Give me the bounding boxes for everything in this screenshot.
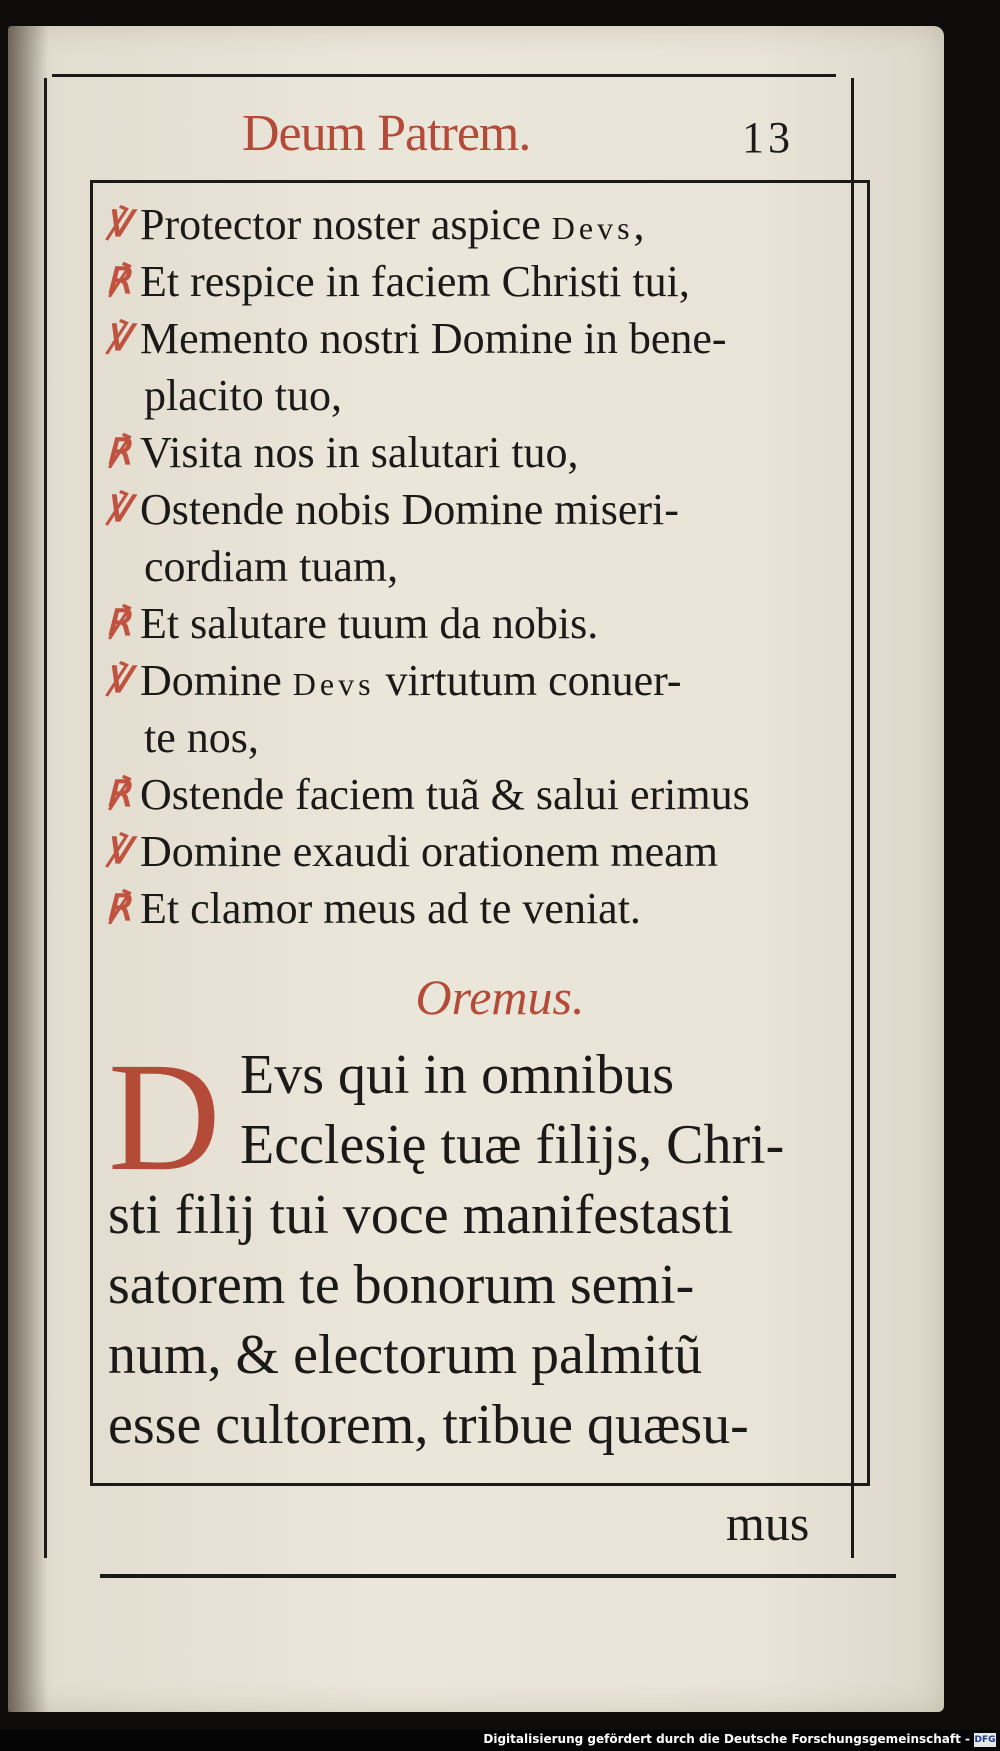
versicle-text: Ostende faciem tuã & salui erimus (140, 770, 750, 819)
versicle-text: Et clamor meus ad te veniat. (140, 884, 641, 933)
versicle-line-2 (98, 253, 858, 310)
versicle-continuation: placito tuo, (144, 371, 342, 420)
catchword: mus (726, 1495, 810, 1551)
running-title: Deum Patrem. (242, 105, 531, 162)
prayer-line-6: esse cultorem, tribue quæsu- (108, 1394, 749, 1456)
versicle-line-4 (98, 367, 858, 424)
versicle-line-5 (98, 424, 858, 481)
response-mark: ℟ (105, 888, 131, 928)
versicle-mark: ℣ (105, 660, 131, 700)
small-caps-word: Devs (292, 666, 375, 702)
gutter-shadow (8, 26, 48, 1712)
versicle-list (98, 196, 858, 937)
page-number: 13 (742, 113, 794, 162)
versicle-line-10 (98, 709, 858, 766)
response-mark: ℟ (105, 603, 131, 643)
response-mark: ℟ (105, 432, 131, 472)
versicle-line-1 (98, 196, 858, 253)
prayer-line-3: sti filij tui voce manifestasti (108, 1184, 734, 1246)
versicle-line-6 (98, 481, 858, 538)
versicle-line-7 (98, 538, 858, 595)
versicle-text: Ostende nobis Domine miseri- (140, 485, 679, 534)
versicle-line-12 (98, 823, 858, 880)
versicle-mark: ℣ (105, 489, 131, 529)
versicle-text: Domine Devs virtutum conuer- (140, 656, 682, 705)
versicle-mark: ℣ (105, 204, 131, 244)
versicle-text: Et salutare tuum da nobis. (140, 599, 599, 648)
small-caps-word: Devs (551, 210, 634, 246)
versicle-continuation: te nos, (144, 713, 259, 762)
response-mark: ℟ (105, 774, 131, 814)
versicle-mark: ℣ (105, 318, 131, 358)
bottom-rule (100, 1574, 896, 1578)
versicle-line-11 (98, 766, 858, 823)
versicle-line-9 (98, 652, 858, 709)
top-rule (52, 74, 836, 77)
drop-cap: D (108, 1030, 221, 1203)
prayer-line-5: num, & electorum palmitũ (108, 1324, 703, 1386)
prayer-line-2: Ecclesię tuæ filijs, Chri- (240, 1114, 785, 1176)
page-header (242, 104, 842, 164)
versicle-text: Domine exaudi orationem meam (140, 827, 718, 876)
versicle-continuation: cordiam tuam, (144, 542, 399, 591)
oremus-heading: Oremus. (415, 969, 585, 1025)
versicle-line-3 (98, 310, 858, 367)
versicle-mark: ℣ (105, 831, 131, 871)
versicle-text: Visita nos in salutari tuo, (140, 428, 579, 477)
versicle-text: Protector noster aspice Devs, (140, 200, 645, 249)
response-mark: ℟ (105, 261, 131, 301)
versicle-text: Et respice in faciem Christi tui, (140, 257, 690, 306)
dfg-logo-icon: DFG (974, 1735, 996, 1745)
versicle-text: Memento nostri Domine in bene- (140, 314, 727, 363)
prayer-line-4: satorem te bonorum semi- (108, 1254, 695, 1316)
footer-bar (0, 1730, 1000, 1751)
versicle-line-13 (98, 880, 858, 937)
versicle-line-8 (98, 595, 858, 652)
funding-notice: Digitalisierung gefördert durch die Deutsche Forschungsgemeinschaft - (483, 1732, 970, 1746)
prayer-line-1: Evs qui in omnibus (240, 1044, 675, 1106)
